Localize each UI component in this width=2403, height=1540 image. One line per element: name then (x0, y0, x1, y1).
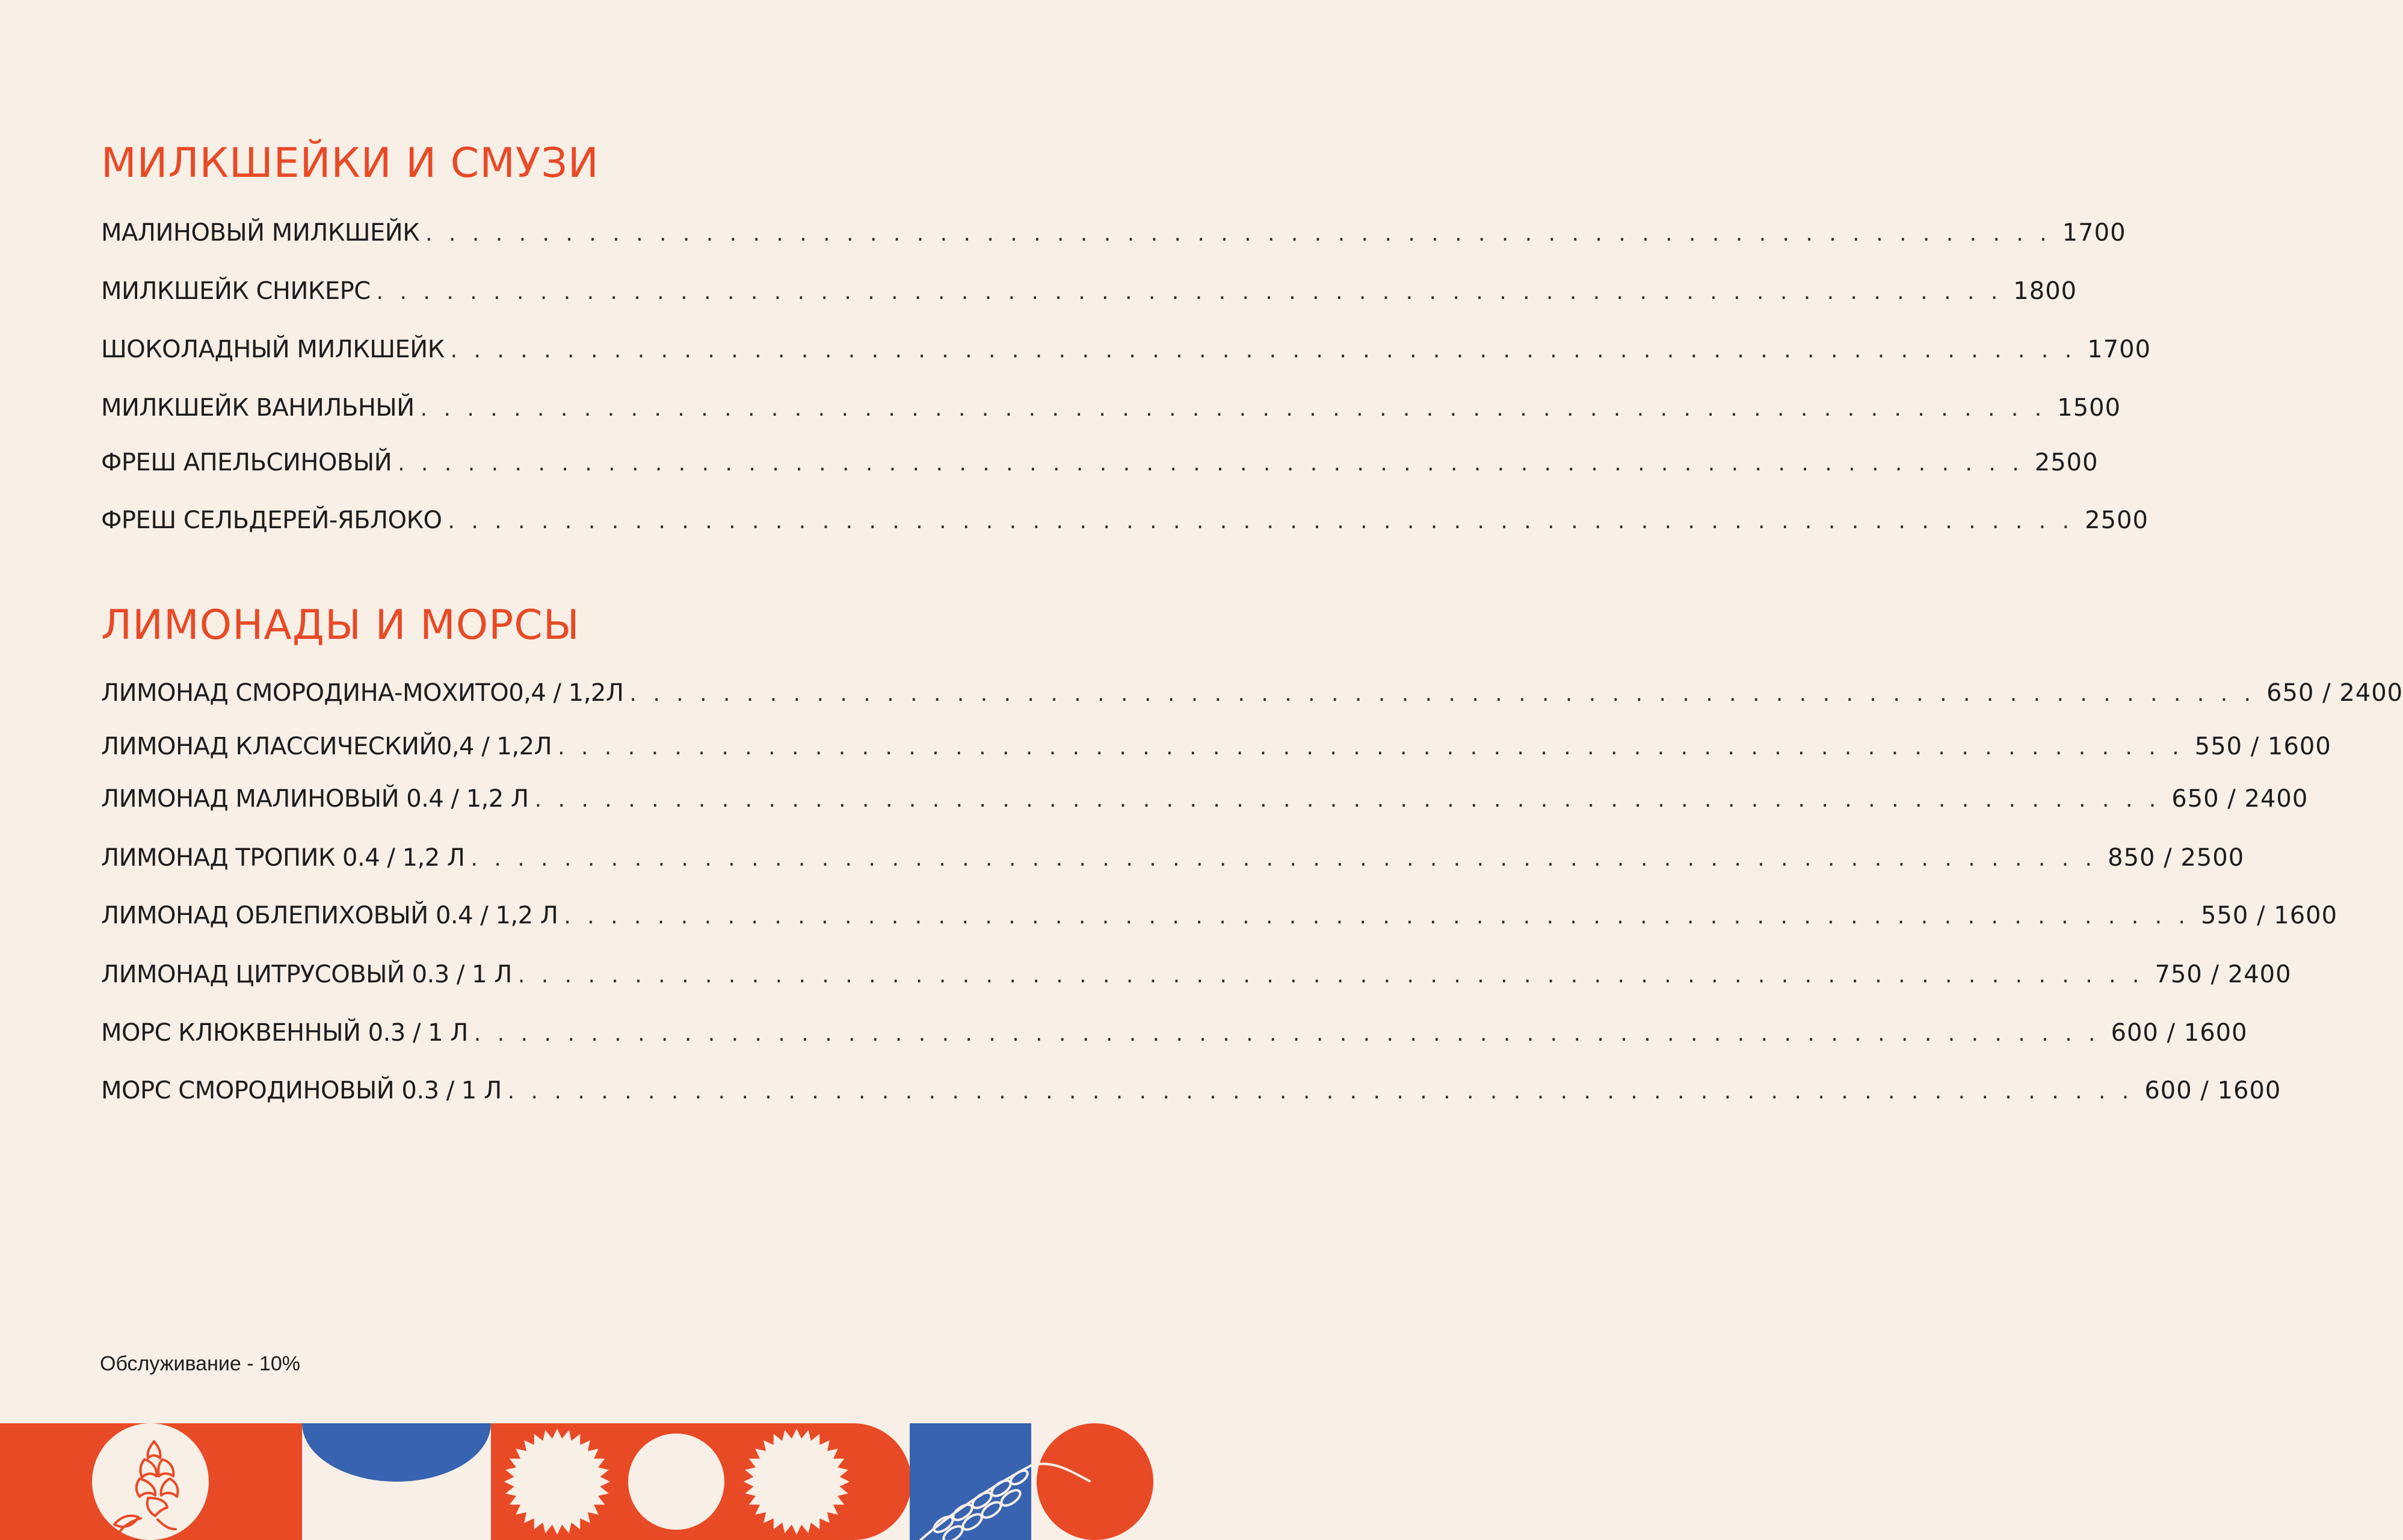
menu-item-price: 650 / 2400 (2266, 679, 2403, 707)
leader-dots: . . . . . . . . . . . . . . . . . . . . . . . . . . . . . . . . . . . . . . . . . . . . . . . . . . . . . . . . . . . . . . . . . . . . . . (398, 451, 2024, 476)
leader-dots: . . . . . . . . . . . . . . . . . . . . . . . . . . . . . . . . . . . . . . . . . . . . . . . . . . . . . . . . . . . . . . . . . . . . . . (376, 280, 2003, 304)
menu-item-price: 2500 (2085, 507, 2149, 534)
leader-dots: . . . . . . . . . . . . . . . . . . . . . . . . . . . . . . . . . . . . . . . . . . . . . . . . . . . . . . . . . . . . . . . . . . . . . . (470, 846, 2097, 871)
menu-item-name: МОРС СМОРОДИНОВЫЙ 0.3 / 1 Л (101, 1077, 502, 1104)
leader-dots: . . . . . . . . . . . . . . . . . . . . . . . . . . . . . . . . . . . . . . . . . . . . . . . . . . . . . . . . . . . . . . . . . . . . . . (507, 1079, 2134, 1104)
leader-dots: . . . . . . . . . . . . . . . . . . . . . . . . . . . . . . . . . . . . . . . . . . . . . . . . . . . . . . . . . . . . . . . . . . . . . . (564, 904, 2191, 929)
leader-dots: . . . . . . . . . . . . . . . . . . . . . . . . . . . . . . . . . . . . . . . . . . . . . . . . . . . . . . . . . . . . . . . . . . . . . . (420, 396, 2047, 421)
banner-circle-red-right (1037, 1423, 1153, 1540)
service-charge-note: Обслуживание - 10% (100, 1352, 301, 1375)
leader-dots: . . . . . . . . . . . . . . . . . . . . . . . . . . . . . . . . . . . . . . . . . . . . . . . . . . . . . . . . . . . . . . . . . . . . . . (629, 682, 2256, 706)
leader-dots: . . . . . . . . . . . . . . . . . . . . . . . . . . . . . . . . . . . . . . . . . . . . . . . . . . . . . . . . . . . . . . . . . . . . . . (534, 787, 2161, 812)
menu-item (101, 784, 2309, 815)
menu-item (101, 843, 2245, 874)
menu-item-price: 600 / 1600 (2144, 1077, 2281, 1104)
leader-dots: . . . . . . . . . . . . . . . . . . . . . . . . . . . . . . . . . . . . . . . . . . . . . . . . . . . . . . . . . . . . . . . . . . . . . . (425, 221, 2052, 246)
menu-item-name: ФРЕШ АПЕЛЬСИНОВЫЙ (101, 449, 392, 476)
menu-item (101, 1076, 2281, 1107)
menu-item-name: ЛИМОНАД ОБЛЕПИХОВЫЙ 0.4 / 1,2 Л (101, 902, 558, 929)
menu-item-price: 850 / 2500 (2108, 844, 2245, 872)
leader-dots: . . . . . . . . . . . . . . . . . . . . . . . . . . . . . . . . . . . . . . . . . . . . . . . . . . . . . . . . . . . . . . . . . . . . . . (517, 963, 2144, 988)
menu-item-price: 750 / 2400 (2155, 961, 2292, 988)
menu-item (101, 218, 2126, 249)
menu-item-name: МАЛИНОВЫЙ МИЛКШЕЙК (101, 219, 420, 247)
leader-dots: . . . . . . . . . . . . . . . . . . . . . . . . . . . . . . . . . . . . . . . . . . . . . . . . . . . . . . . . . . . . . . . . . . . . . . (448, 509, 2074, 534)
menu-item-price: 2500 (2034, 449, 2099, 476)
menu-item (101, 448, 2099, 479)
menu-item (101, 505, 2149, 537)
banner-block-blue (910, 1423, 1031, 1540)
menu-item-price: 650 / 2400 (2171, 785, 2309, 813)
menu-item-price: 1800 (2013, 277, 2078, 305)
menu-item-price: 550 / 1600 (2201, 902, 2338, 929)
menu-item-name: МОРС КЛЮКВЕННЫЙ 0.3 / 1 Л (101, 1019, 468, 1047)
menu-item (101, 393, 2121, 424)
menu-item (101, 334, 2152, 366)
menu-item-name: ЛИМОНАД КЛАССИЧЕСКИЙ0,4 / 1,2Л (101, 733, 552, 760)
banner-circle-cream (92, 1423, 209, 1540)
menu-item (101, 959, 2292, 991)
section-title-lemonades: ЛИМОНАДЫ И МОРСЫ (101, 602, 580, 649)
menu-item-price: 1500 (2057, 394, 2121, 422)
menu-item-name: ЛИМОНАД МАЛИНОВЫЙ 0.4 / 1,2 Л (101, 785, 529, 813)
menu-item-name: ЛИМОНАД ТРОПИК 0.4 / 1,2 Л (101, 844, 465, 872)
menu-item (101, 276, 2078, 307)
leader-dots: . . . . . . . . . . . . . . . . . . . . . . . . . . . . . . . . . . . . . . . . . . . . . . . . . . . . . . . . . . . . . . . . . . . . . . (450, 338, 2077, 363)
menu-item (101, 901, 2338, 932)
menu-item-name: ФРЕШ СЕЛЬДЕРЕЙ-ЯБЛОКО (101, 507, 442, 534)
leader-dots: . . . . . . . . . . . . . . . . . . . . . . . . . . . . . . . . . . . . . . . . . . . . . . . . . . . . . . . . . . . . . . . . . . . . . . (558, 735, 2184, 760)
section-title-milkshakes: МИЛКШЕЙКИ И СМУЗИ (101, 140, 599, 187)
menu-item (101, 678, 2403, 709)
menu-item-price: 600 / 1600 (2111, 1019, 2248, 1047)
menu-item-name: ЛИМОНАД СМОРОДИНА-МОХИТО0,4 / 1,2Л (101, 679, 624, 707)
menu-item-name: ЛИМОНАД ЦИТРУСОВЫЙ 0.3 / 1 Л (101, 961, 512, 988)
menu-item (101, 1018, 2248, 1049)
menu-item-name: МИЛКШЕЙК ВАНИЛЬНЫЙ (101, 394, 415, 422)
banner-circle-cream-center (628, 1434, 724, 1530)
menu-item (101, 732, 2331, 763)
menu-item-name: ШОКОЛАДНЫЙ МИЛКШЕЙК (101, 336, 445, 363)
menu-item-name: МИЛКШЕЙК СНИКЕРС (101, 277, 371, 305)
leader-dots: . . . . . . . . . . . . . . . . . . . . . . . . . . . . . . . . . . . . . . . . . . . . . . . . . . . . . . . . . . . . . . . . . . . . . . (474, 1021, 2100, 1046)
menu-item-price: 1700 (2062, 219, 2126, 247)
menu-item-price: 1700 (2087, 336, 2152, 363)
decorative-banner (0, 1423, 1090, 1540)
menu-item-price: 550 / 1600 (2194, 733, 2331, 760)
